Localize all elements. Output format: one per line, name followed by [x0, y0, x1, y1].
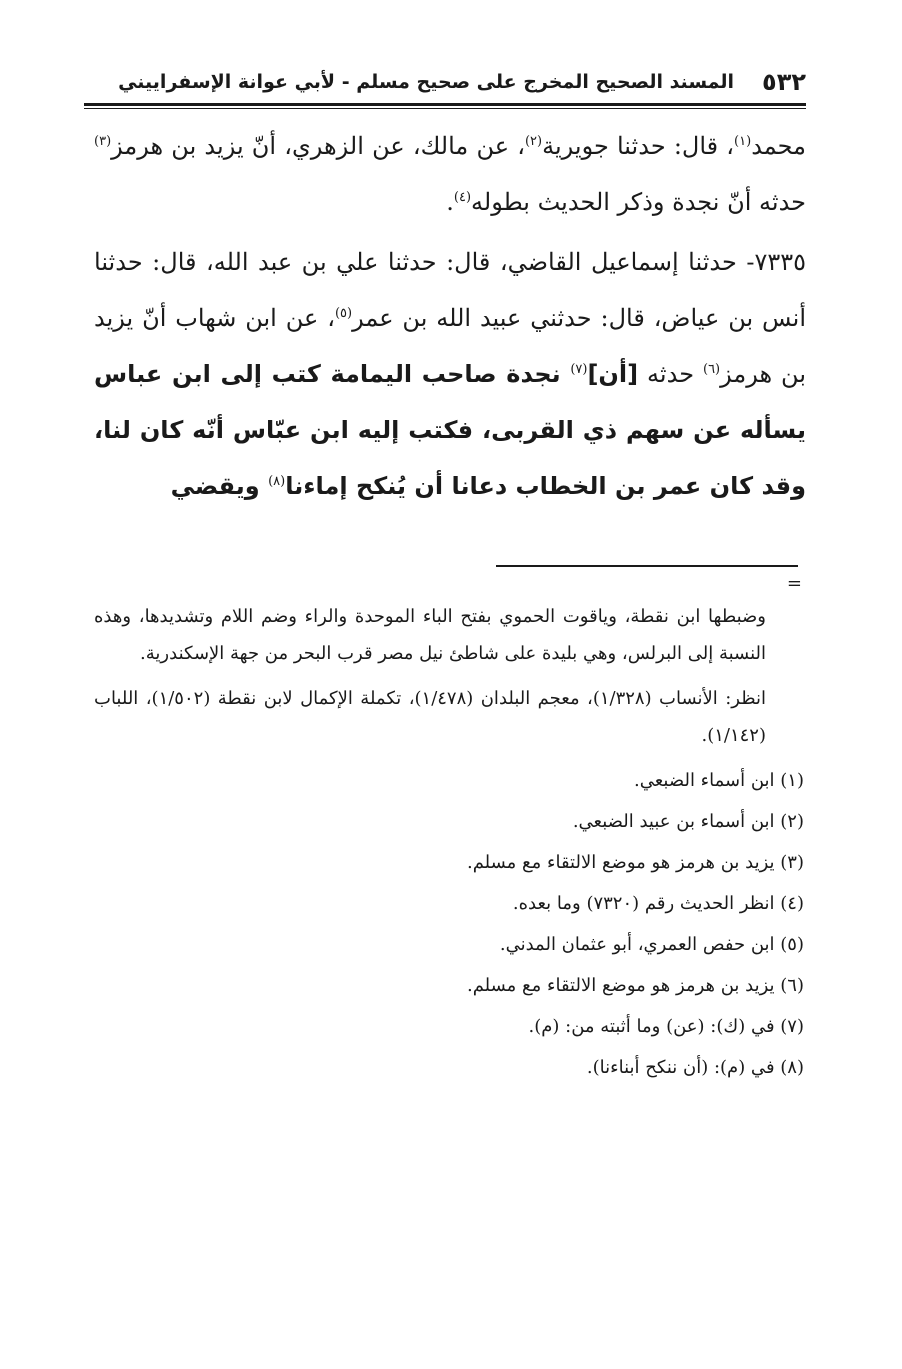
footnote-ref[interactable]: (١) [734, 134, 752, 149]
bold-text: [أن] [587, 360, 639, 388]
footnote-list [94, 760, 806, 1088]
bold-text: ويقضي [170, 472, 269, 500]
hadith-paragraph [94, 234, 806, 514]
footnote-ref[interactable]: (٦) [702, 362, 721, 377]
footnote-7: (٧) في (ك): (عن) وما أثبته من: (م). [528, 1016, 804, 1037]
footnote-references: انظر: الأنساب (١/٣٢٨)، معجم البلدان (١/٤٧٨)، تكملة الإكمال لابن نقطة (١/٥٠٢)، اللباب (١/١٤٢). [94, 688, 766, 746]
text-run: ، قال: حدثنا جويرية [542, 132, 735, 160]
footnote-4: (٤) انظر الحديث رقم (٧٣٢٠) وما بعده. [512, 893, 804, 914]
footnote-ref[interactable]: (٧) [570, 362, 588, 377]
footnote-8: (٨) في (م): (أن ننكح أبناءنا). [586, 1057, 804, 1078]
text-run: ٧٣٣٥- حدثنا إسماعيل القاضي، قال: حدثنا علي بن عبد الله، قال: حدثنا أنس بن عياض، قال: حدثني عبيد الله بن عمر [94, 248, 806, 332]
footnote-ref[interactable]: (٣) [94, 134, 112, 149]
footnote-continuation-text: وضبطها ابن نقطة، وياقوت الحموي بفتح الباء الموحدة والراء وضم اللام وتشديدها، وهذه النسبة إلى البرلس، وهي بليدة على شاطئ نيل مصر قرب البحر من جهة الإسكندرية. [94, 606, 766, 664]
bold-text: نجدة صاحب اليمامة كتب إلى ابن عباس يسأله عن سهم ذي القربى، فكتب إليه ابن عبّاس أنّه كان لنا، وقد كان عمر بن الخطاب دعانا أن يُنكح إماءنا [94, 360, 806, 500]
main-text [94, 118, 806, 514]
header-rule-thin [84, 108, 806, 109]
text-run: حدثه أنّ نجدة وذكر الحديث بطوله [471, 188, 806, 216]
header-rule [84, 103, 806, 106]
footnote-ref[interactable]: (٢) [524, 134, 543, 149]
continuation-mark: = [786, 573, 802, 594]
footnote-3: (٣) يزيد بن هرمز هو موضع الالتقاء مع مسلم. [466, 852, 804, 873]
footnote-separator [496, 565, 798, 567]
footnote-1: (١) ابن أسماء الضبعي. [634, 770, 804, 791]
page-header [96, 62, 806, 102]
footnote-2: (٢) ابن أسماء بن عبيد الضبعي. [572, 811, 804, 832]
footnote-continuation [94, 598, 806, 754]
footnote-ref[interactable]: (٨) [268, 474, 286, 489]
text-run: ، عن ابن شهاب أنّ يزيد بن هرمز [94, 304, 807, 388]
page-number: ٥٣٢ [762, 68, 806, 96]
footnote-5: (٥) ابن حفص العمري، أبو عثمان المدني. [499, 934, 804, 955]
text-run: حدثه [638, 360, 703, 388]
paragraph-continued [94, 118, 806, 230]
footnote-ref[interactable]: (٤) [453, 190, 472, 205]
text-run: ، عن مالك، عن الزهري، أنّ يزيد بن هرمز [111, 132, 525, 160]
text-run: محمد [751, 132, 807, 160]
running-title: المسند الصحيح المخرج على صحيح مسلم - لأبي عوانة الإسفراييني [118, 71, 735, 93]
footnote-6: (٦) يزيد بن هرمز هو موضع الالتقاء مع مسلم. [466, 975, 804, 996]
footnotes [94, 598, 806, 1088]
text-run: . [446, 188, 454, 216]
footnote-ref[interactable]: (٥) [334, 306, 353, 321]
